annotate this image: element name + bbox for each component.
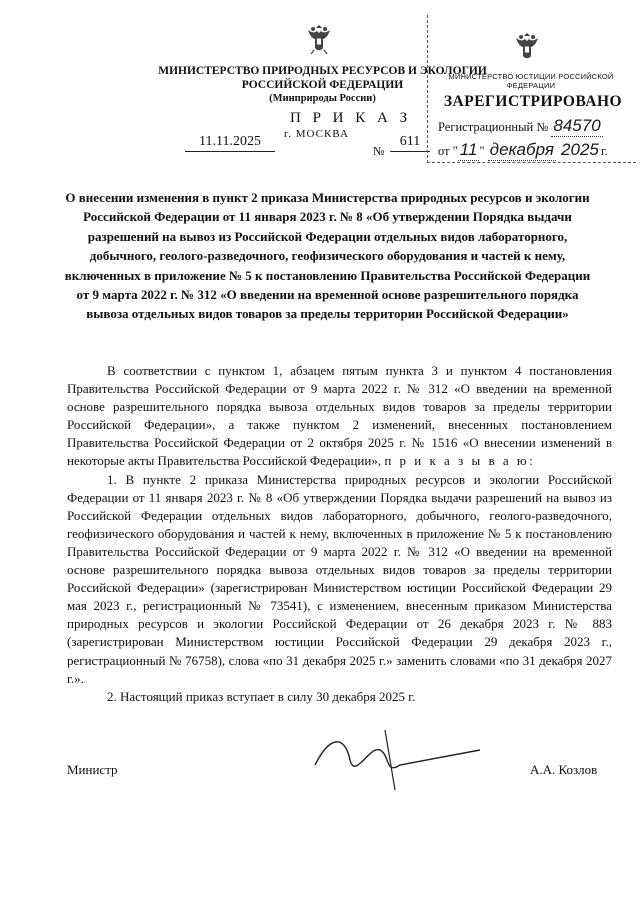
signer-name: А.А. Козлов (530, 762, 598, 777)
preamble-text: В соответствии с пунктом 1, абзацем пятым пункта 3 и пунктом 4 постановления Правительства Российской Федерации от 9 марта 2022 г. № 312 «О введении на временной основе разрешительного порядка вывоза отдельных видов товаров за пределы территории Российской Федерации», а также пунктом 2 изменений, внесенных постановлением Правительства Российской Федерации от 2 октября 2025 г. № 1516 «О внесении изменений в некоторые акты Правительства Российской Федерации», (67, 363, 612, 469)
signer-position: Министр (67, 762, 118, 777)
preamble-paragraph (67, 362, 612, 471)
stamp-emblem-icon (512, 30, 542, 64)
stamp-date-prefix: от " (438, 144, 458, 158)
stamp-date-suffix: г. (600, 144, 608, 158)
stamp-date-month: декабря (489, 140, 554, 159)
coat-of-arms-emblem-icon (304, 22, 334, 56)
ministry-short-name: (Минприроды России) (269, 93, 376, 104)
stamp-reg-number-line (438, 116, 603, 137)
document-body (67, 362, 612, 706)
stamp-date-day: 11 (459, 140, 478, 159)
stamp-ministry: МИНИСТЕРСТВО ЮСТИЦИИ РОССИЙСКОЙ ФЕДЕРАЦИИ (448, 72, 614, 90)
document-city: г. МОСКВА (284, 128, 349, 140)
stamp-reg-label: Регистрационный № (438, 120, 549, 134)
document-number: 611 (390, 134, 430, 152)
stamp-reg-number: 84570 (553, 116, 601, 135)
document-date: 11.11.2025 (185, 134, 275, 152)
item1-paragraph: 1. В пункте 2 приказа Министерства природных ресурсов и экологии Российской Федерации от 11 января 2023 г. № 8 «Об утверждении Порядка выдачи разрешений на вывоз из Российской Федерации отдельных видов лабораторного, добычного, геолого-разведочного, геофизического оборудования и частей к нему, включенных в приложение № 5 к постановлению Правительства Российской Федерации от 9 марта 2022 г. № 312 «О введении на временной основе разрешительного порядка вывоза отдельных видов товаров за пределы территории Российской Федерации» (зарегистрирован Министерством юстиции Российской Федерации 29 мая 2023 г., регистрационный № 73541), с изменением, внесенным приказом Министерства природных ресурсов и экологии Российской Федерации от 26 декабря 2023 г. № 883 (зарегистрирован Министерством юстиции Российской Федерации 29 декабря 2023 г., регистрационный № 76758), слова «по 31 декабря 2025 г.» заменить словами «по 31 декабря 2027 г.». (67, 471, 612, 686)
item2-paragraph: 2. Настоящий приказ вступает в силу 30 декабря 2025 г. (107, 688, 416, 704)
stamp-registered-title: ЗАРЕГИСТРИРОВАНО (443, 93, 623, 110)
stamp-date-quote: " (479, 144, 485, 158)
number-sign: № (373, 144, 385, 158)
ministry-line1: МИНИСТЕРСТВО ПРИРОДНЫХ РЕСУРСОВ И ЭКОЛОГИИ (158, 65, 487, 77)
stamp-date-line (438, 140, 608, 161)
document-type-title: П Р И К А З (290, 110, 412, 126)
order-word: п р и к а з ы в а ю: (384, 453, 536, 469)
ministry-line2: РОССИЙСКОЙ ФЕДЕРАЦИИ (241, 79, 404, 91)
stamp-date-year: 2025 (561, 140, 599, 159)
handwritten-signature (300, 725, 500, 800)
document-heading: О внесении изменения в пункт 2 приказа Министерства природных ресурсов и экологии Российской Федерации от 11 января 2023 г. № 8 «Об утверждении Порядка выдачи разрешений на вывоз из Российской Федерации отдельных видов лабораторного, добычного, геолого-разведочного, геофизического оборудования и частей к нему, включенных в приложение № 5 к постановлению Правительства Российской Федерации от 9 марта 2022 г. № 312 «О введении на временной основе разрешительного порядка вывоза отдельных видов товаров за пределы территории Российской Федерации» (64, 190, 591, 322)
